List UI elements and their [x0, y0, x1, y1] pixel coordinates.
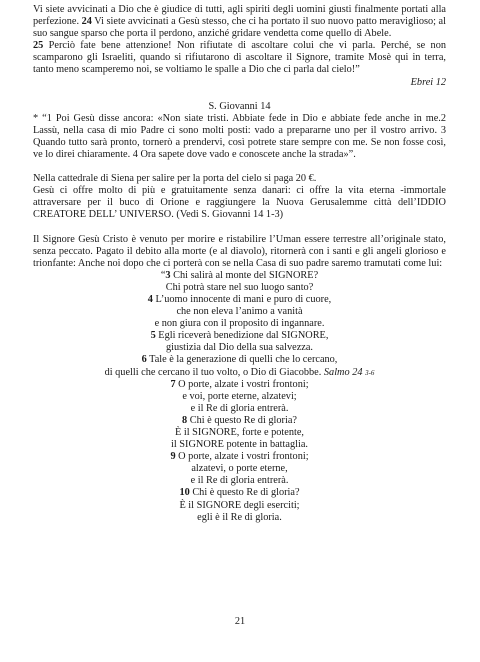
- siena-line: Nella cattedrale di Siena per salire per la porta del cielo si paga 20 €.: [33, 173, 317, 185]
- hebrews-paragraph-1: [33, 4, 446, 40]
- psalm-line: e il Re di gloria entrerà.: [190, 475, 289, 487]
- siena-paragraph: Gesù ci offre molto di più e gratuitamente senza danari: ci offre la vita eterna -immortale attraversare per il buco di Orione e raggiungere la Nuova Gerusalemme città dell’IDDIO CREATORE DELL’ UNIVERSO. (Vedi S. Giovanni 14 1-3): [33, 185, 446, 221]
- hebrews-paragraph-2: [33, 40, 446, 76]
- verse-number: 10: [179, 487, 190, 499]
- psalm-line: È il SIGNORE, forte e potente,: [175, 427, 304, 438]
- psalm-line: 5 Egli riceverà benedizione dal SIGNORE,: [150, 330, 329, 342]
- verse-number: 6: [141, 354, 147, 366]
- verse-number: 4: [147, 293, 153, 305]
- hebrews-reference: Ebrei 12: [410, 76, 446, 88]
- verse-number: 8: [182, 414, 188, 426]
- psalm-line: e il Re di gloria entrerà.: [190, 402, 289, 414]
- verse-number: 9: [170, 451, 176, 463]
- psalm-line: e non giura con il proposito di ingannare.: [154, 318, 325, 330]
- psalm-line: “3 Chi salirà al monte del SIGNORE?: [160, 269, 319, 281]
- psalm-line: di quelli che cercano il tuo volto, o Dio di Giacobbe. Salmo 24 3-6: [104, 366, 375, 378]
- psalm-block: [33, 270, 446, 524]
- psalm-line: È il SIGNORE degli eserciti;: [179, 499, 300, 511]
- verse-number: 3: [165, 269, 171, 281]
- psalm-line: 7 O porte, alzate i vostri frontoni;: [170, 378, 309, 390]
- psalm-line: e voi, porte eterne, alzatevi;: [182, 390, 297, 402]
- john-paragraph: * “1 Poi Gesù disse ancora: «Non siate tristi. Abbiate fede in Dio e abbiate fede anche in me.2 Lassù, nella casa di mio Padre ci sono molti posti: vado a prepararne uno per il vostro arrivo. 3 Quando tutto sarà pronto, tornerò a prendervi, così potrete stare sempre con me. Se non fosse così, ve lo direi chiaramente. 4 Ora sapete dove vado e conoscete anche la strada»”.: [33, 112, 446, 161]
- hebrews-text: Perciò fate bene attenzione! Non rifiutate di ascoltare colui che vi parla. Perché, se non scamparono gli Israeliti, quando si rifiutarono di ascoltare il Signore, tramite Mosè qui in terra, tanto meno scamperemo noi, se voltiamo le spalle a Dio che ci parla dal cielo!”: [33, 40, 446, 76]
- psalm-line: egli è il Re di gloria.: [197, 511, 282, 523]
- psalm-line: giustizia dal Dio della sua salvezza.: [166, 342, 313, 354]
- psalm-line: Chi potrà stare nel suo luogo santo?: [165, 281, 314, 293]
- psalm-line: alzatevi, o porte eterne,: [191, 463, 288, 475]
- psalm-line: 10 Chi è questo Re di gloria?: [179, 487, 300, 499]
- page-number: 21: [234, 616, 246, 627]
- verse-number: 24: [81, 16, 92, 28]
- document-page: [33, 4, 446, 524]
- verse-number: 5: [150, 330, 156, 342]
- john-heading: S. Giovanni 14: [208, 100, 271, 112]
- psalm-line: 9 O porte, alzate i vostri frontoni;: [170, 451, 309, 463]
- psalm-line: il SIGNORE potente in battaglia.: [171, 439, 308, 451]
- verse-number: 7: [170, 378, 176, 390]
- psalm-reference: Salmo 24 3-6: [323, 366, 375, 378]
- psalm-line: 6 Tale è la generazione di quelli che lo cercano,: [141, 354, 338, 366]
- hebrews-text: Vi siete avvicinati a Dio che è giudice di tutti, agli spiriti degli uomini giusti finalmente portati alla perfezione.: [33, 4, 446, 28]
- psalm-line: 8 Chi è questo Re di gloria?: [182, 414, 297, 426]
- hebrews-text: Vi siete avvicinati a Gesù stesso, che ci ha portato il suo nuovo patto meraviglioso; al suo sangue sparso che porta il perdono, anziché gridare vendetta come quello di Abele.: [33, 16, 446, 40]
- intro-paragraph: Il Signore Gesù Cristo è venuto per morire e ristabilire l’Uman essere terrestre all’originale stato, senza peccato. Pagato il debito alla morte (e al diavolo), ritornerà con i santi e gli angeli glorioso e trionfante: Anche noi dopo che ci porterà con se nella Casa di suo padre saremo tramutati come lui:: [33, 233, 446, 269]
- verse-number: 25: [33, 40, 44, 52]
- psalm-line: che non eleva l’animo a vanità: [176, 306, 303, 318]
- psalm-line: 4 L’uomo innocente di mani e puro di cuore,: [147, 293, 332, 305]
